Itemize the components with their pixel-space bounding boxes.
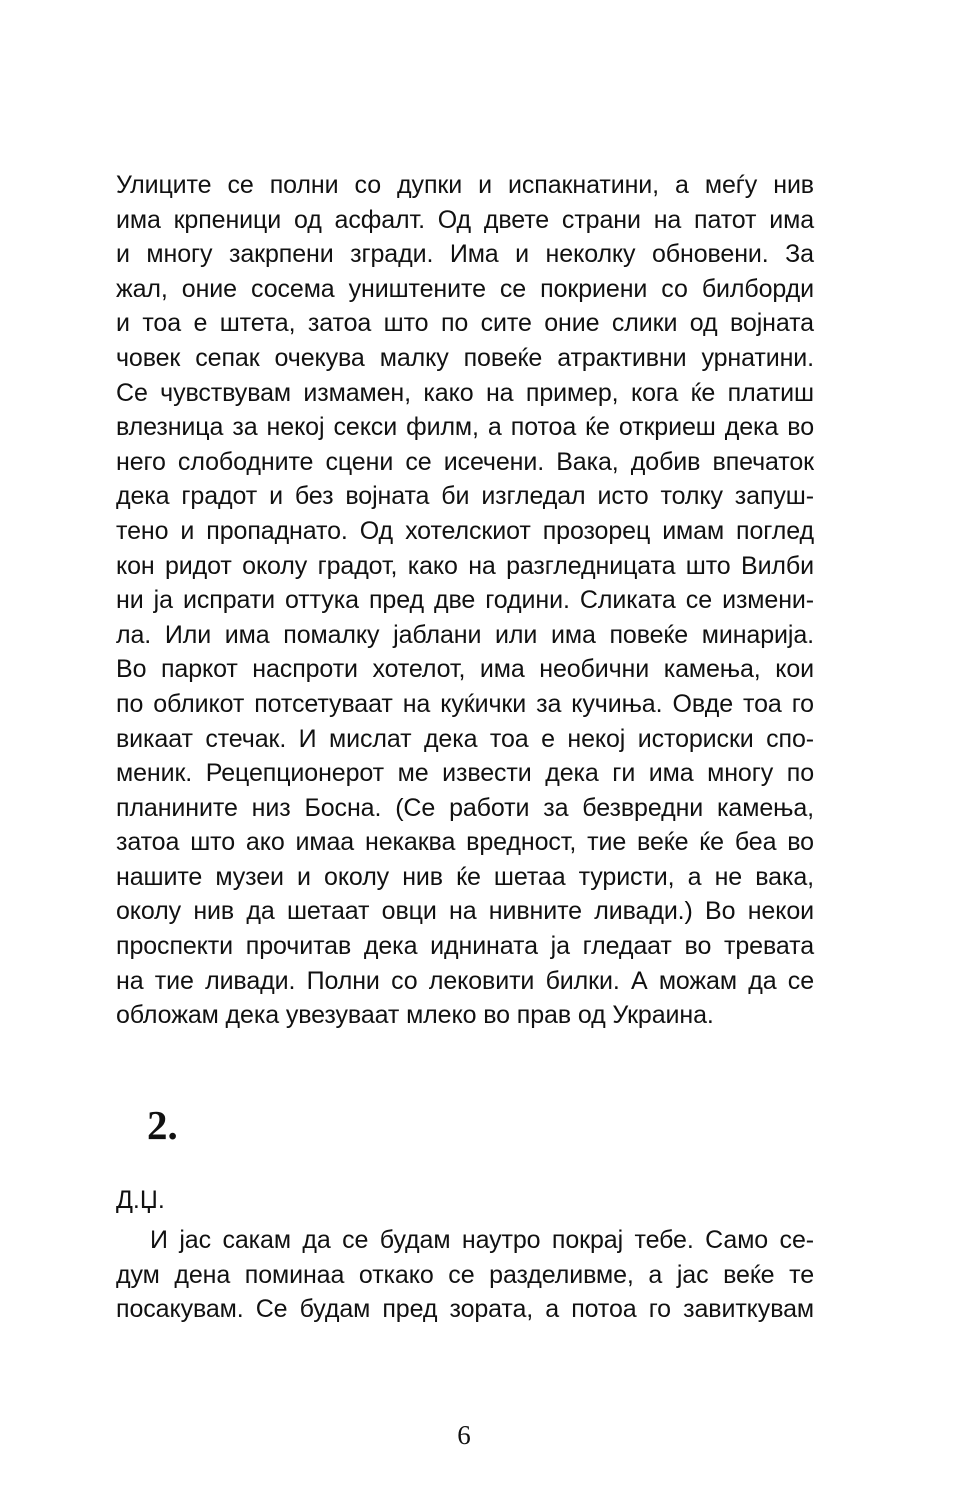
- paragraph-1: [116, 168, 814, 1033]
- text-line: посакувам. Се будам пред зората, а потоа го завиткувам: [116, 1295, 814, 1324]
- text-line: викаат стечак. И мислат дека тоа е некој историски спо-: [116, 724, 814, 753]
- text-line: околу нив да шетаат овци на нивните ливади.) Во некои: [116, 897, 814, 926]
- text-line: човек сепак очекува малку повеќе атрактивни урнатини.: [116, 343, 814, 372]
- text-line: И јас сакам да се будам наутро покрај тебе. Само се-: [150, 1226, 814, 1254]
- text-line: него слободните сцени се исечени. Вака, добив впечаток: [116, 447, 814, 476]
- text-line: ни ја испрати оттука пред две години. Сликата се измени-: [116, 586, 814, 615]
- text-line: на тие ливади. Полни со лековити билки. А можам да се: [116, 966, 814, 995]
- text-line: Улиците се полни со дупки и испакнатини, а меѓу нив: [116, 171, 814, 199]
- text-line: жал, оние сосема уништените се покриени со билборди: [116, 274, 814, 303]
- section-initials: Д.Џ.: [116, 1186, 165, 1214]
- text-line: кон ридот околу градот, како на разгледницата што Вилби: [116, 551, 814, 580]
- text-line: обложам дека увезуваат млеко во прав од Украина.: [116, 1001, 714, 1030]
- text-line: планините низ Босна. (Се работи за безвредни камења,: [116, 793, 814, 822]
- text-line: влезница за некој секси филм, а потоа ќе откриеш дека во: [116, 413, 814, 442]
- text-line: Во паркот наспроти хотелот, има необични камења, кои: [116, 655, 814, 684]
- text-line: нашите музеи и околу нив ќе шетаа туристи, а не вака,: [116, 862, 814, 891]
- text-line: проспекти прочитав дека иднината ја гледаат во тревата: [116, 932, 814, 961]
- text-line: Се чувствувам измамен, како на пример, кога ќе платиш: [116, 378, 814, 407]
- text-line: и тоа е штета, затоа што по сите оние слики од војната: [116, 309, 814, 338]
- text-line: има крпеници од асфалт. Од двете страни на патот има: [116, 205, 814, 234]
- text-line: дека градот и без војната би изгледал исто толку запуш-: [116, 482, 814, 511]
- text-line: затоа што ако имаа некаква вредност, тие веќе ќе беа во: [116, 828, 814, 857]
- paragraph-2: [116, 1223, 814, 1327]
- page-number: 6: [457, 1420, 471, 1450]
- text-line: тено и пропаднато. Од хотелскиот прозорец имам поглед: [116, 516, 814, 545]
- text-line: меник. Рецепционерот ме извести дека ги има многу по: [116, 759, 814, 788]
- text-line: ла. Или има помалку јаблани или има повеќе минарија.: [116, 620, 814, 649]
- text-line: дум дена поминаа откако се разделивме, а јас веќе те: [116, 1260, 814, 1289]
- text-line: по обликот потсетуваат на куќички за кучиња. Овде тоа го: [116, 689, 814, 718]
- chapter-number: 2.: [147, 1102, 178, 1148]
- text-line: и многу закрпени згради. Има и неколку обновени. За: [116, 240, 814, 269]
